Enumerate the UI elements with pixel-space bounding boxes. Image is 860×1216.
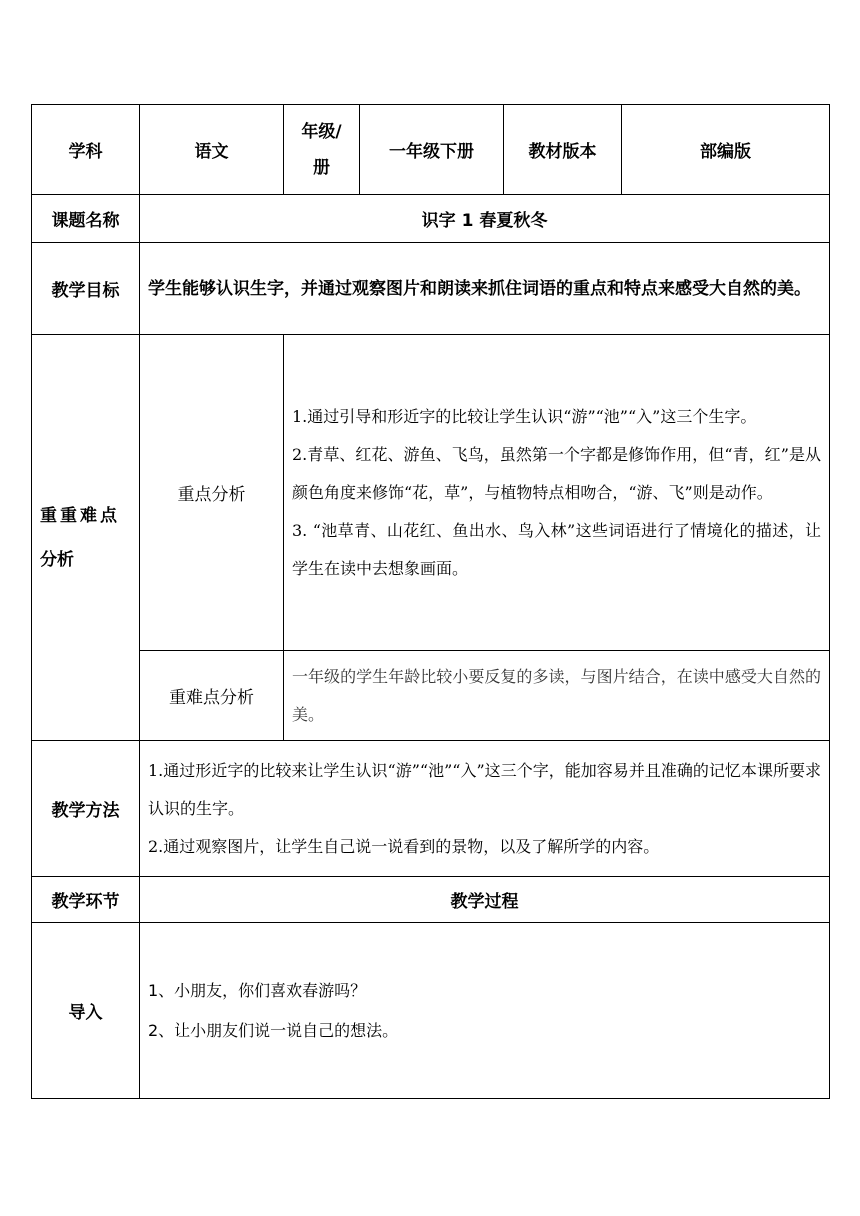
key-analysis-item: 2.青草、红花、游鱼、飞鸟，虽然第一个字都是修饰作用，但“青，红”是从颜色角度来修饰“花，草”，与植物特点相吻合，“游、飞”则是动作。 [292, 444, 821, 502]
analysis-label [32, 335, 140, 741]
intro-item: 2、让小朋友们说一说自己的想法。 [148, 1020, 399, 1040]
goal-label: 教学目标 [32, 243, 140, 335]
topic-row [32, 195, 830, 243]
difficult-analysis-text: 一年级的学生年龄比较小要反复的多读，与图片结合，在读中感受大自然的美。 [284, 651, 830, 741]
intro-content [140, 923, 830, 1099]
intro-row [32, 923, 830, 1099]
topic-label: 课题名称 [32, 195, 140, 243]
process-label: 教学环节 [32, 877, 140, 923]
key-analysis-label: 重点分析 [140, 335, 284, 651]
process-header-row [32, 877, 830, 923]
analysis-label-line1: 重重难点 [40, 505, 120, 526]
subject-value: 语文 [140, 105, 284, 195]
difficult-analysis-label: 重难点分析 [140, 651, 284, 741]
goal-row [32, 243, 830, 335]
analysis-label-line2: 分析 [40, 549, 74, 570]
intro-label: 导入 [32, 923, 140, 1099]
intro-item: 1、小朋友，你们喜欢春游吗？ [148, 980, 367, 1000]
key-analysis-content [284, 335, 830, 651]
edition-label: 教材版本 [504, 105, 622, 195]
grade-label [284, 105, 360, 195]
goal-text: 学生能够认识生字，并通过观察图片和朗读来抓住词语的重点和特点来感受大自然的美。 [140, 243, 830, 335]
grade-label-line2: 册 [313, 157, 330, 178]
method-row [32, 741, 830, 877]
lesson-plan-table [31, 104, 830, 1099]
subject-label: 学科 [32, 105, 140, 195]
process-value: 教学过程 [140, 877, 830, 923]
topic-value: 识字 1 春夏秋冬 [140, 195, 830, 243]
edition-value: 部编版 [622, 105, 830, 195]
grade-label-line1: 年级/ [301, 121, 342, 142]
method-content [140, 741, 830, 877]
method-label: 教学方法 [32, 741, 140, 877]
method-item: 2.通过观察图片，让学生自己说一说看到的景物，以及了解所学的内容。 [148, 836, 660, 856]
difficult-analysis-row [32, 651, 830, 741]
key-analysis-row [32, 335, 830, 651]
header-row [32, 105, 830, 195]
key-analysis-item: 3. “池草青、山花红、鱼出水、鸟入林”这些词语进行了情境化的描述，让学生在读中去想象画面。 [292, 520, 821, 578]
grade-value: 一年级下册 [360, 105, 504, 195]
key-analysis-item: 1.通过引导和形近字的比较让学生认识“游”“池”“入”这三个生字。 [292, 406, 757, 426]
method-item: 1.通过形近字的比较来让学生认识“游”“池”“入”这三个字，能加容易并且准确的记忆本课所要求认识的生字。 [148, 760, 821, 818]
